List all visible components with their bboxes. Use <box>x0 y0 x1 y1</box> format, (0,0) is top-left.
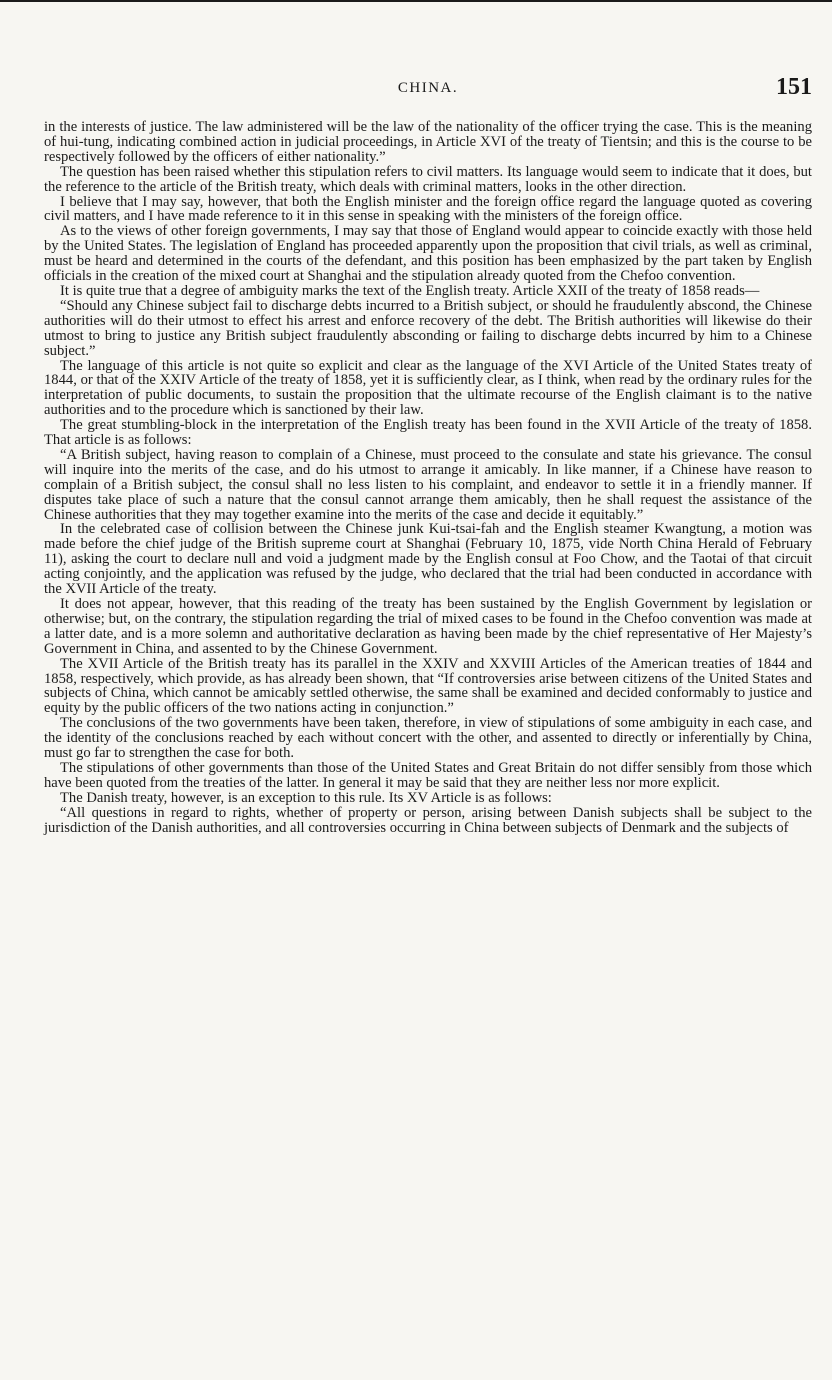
paragraph: in the interests of justice. The law administered will be the law of the nationality of the officer trying the case. This is the meaning of hui-tung, indicating combined action in judicial proceedings, in Article XVI of the treaty of Tientsin; and this is the course to be respectively followed by the officers of either nationality.” <box>44 119 812 165</box>
paragraph: It is quite true that a degree of ambiguity marks the text of the English treaty. Article XXII of the treaty of 1858 reads— <box>60 282 760 299</box>
running-title: CHINA. <box>397 80 459 96</box>
paragraph: The great stumbling-block in the interpretation of the English treaty has been found in the XVII Article of the treaty of 1858. That article is as follows: <box>44 417 812 449</box>
body-text <box>44 120 812 836</box>
paragraph: The question has been raised whether this stipulation refers to civil matters. Its language would seem to indicate that it does, but the reference to the article of the British treaty, which deals with criminal matters, looks in the other direction. <box>44 163 812 195</box>
paragraph: “Should any Chinese subject fail to discharge debts incurred to a British subject, or should he fraudulently abscond, the Chinese authorities will do their utmost to effect his arrest and enforce recovery of the debt. The British authorities will likewise do their utmost to bring to justice any British subject fraudulently absconding or failing to discharge debts incurred by him to a Chinese subject.” <box>44 297 812 359</box>
paragraph: “All questions in regard to rights, whether of property or person, arising between Danish subjects shall be subject to the jurisdiction of the Danish authorities, and all controversies occurring in China between subjects of Denmark and the subjects of <box>44 804 812 836</box>
paragraph: I believe that I may say, however, that both the English minister and the foreign office regard the language quoted as covering civil matters, and I have made reference to it in this sense in speaking with the ministers of the foreign office. <box>44 193 812 225</box>
paragraph: As to the views of other foreign governments, I may say that those of England would appear to coincide exactly with those held by the United States. The legislation of England has proceeded apparently upon the proposition that civil trials, as well as criminal, must be heard and determined in the courts of the defendant, and this position has been emphasized by the part taken by English officials in the creation of the mixed court at Shanghai and the stipulation already quoted from the Chefoo convention. <box>44 223 812 285</box>
paragraph: The stipulations of other governments than those of the United States and Great Britain do not differ sensibly from those which have been quoted from the treaties of the latter. In general it may be said that they are neither less nor more explicit. <box>44 759 812 791</box>
paragraph: The Danish treaty, however, is an exception to this rule. Its XV Article is as follows: <box>60 789 552 806</box>
paragraph: It does not appear, however, that this reading of the treaty has been sustained by the English Government by legislation or otherwise; but, on the contrary, the stipulation regarding the trial of mixed cases to be found in the Chefoo convention was made at a latter date, and is a more solemn and authoritative declaration as having been made by the chief representative of Her Majesty’s Government in China, and assented to by the Chinese Government. <box>44 596 812 657</box>
top-edge-rule <box>0 0 832 2</box>
paragraph: The language of this article is not quite so explicit and clear as the language of the XVI Article of the United States treaty of 1844, or that of the XXIV Article of the treaty of 1858, yet it is sufficiently clear, as I think, when read by the ordinary rules for the interpretation of public documents, to sustain the proposition that the ultimate recourse of the English claimant is to the native authorities and to the procedure which is sanctioned by their law. <box>44 357 812 419</box>
paragraph: “A British subject, having reason to complain of a Chinese, must proceed to the consulate and state his grievance. The consul will inquire into the merits of the case, and do his utmost to arrange it amicably. In like manner, if a Chinese have reason to complain of a British subject, the consul shall no less listen to his complaint, and endeavor to settle it in a friendly manner. If disputes take place of such a nature that the consul cannot arrange them amicably, then he shall request the assistance of the Chinese authorities that they may together examine into the merits of the case and decide it equitably.” <box>44 446 812 523</box>
document-page <box>44 70 812 836</box>
paragraph: The XVII Article of the British treaty has its parallel in the XXIV and XXVIII Articles of the American treaties of 1844 and 1858, respectively, which provide, as has already been shown, that “If controversies arise between citizens of the United States and subjects of China, which cannot be amicably settled otherwise, the same shall be examined and decided conformably to justice and equity by the public officers of the two nations acting in conjunction.” <box>44 655 812 717</box>
paragraph: In the celebrated case of collision between the Chinese junk Kui-tsai-fah and the English steamer Kwangtung, a motion was made before the chief judge of the British supreme court at Shanghai (February 10, 1875, vide North China Herald of February 11), asking the court to declare null and void a judgment made by the English consul at Foo Chow, and the Taotai of that circuit acting conjointly, and the application was refused by the judge, who declared that the trial had been conducted in accordance with the XVII Article of the treaty. <box>44 521 812 598</box>
paragraph: The conclusions of the two governments have been taken, therefore, in view of stipulations of some ambiguity in each case, and the identity of the conclusions reached by each without concert with the other, and assented to directly or inferentially by China, must go far to strengthen the case for both. <box>44 715 812 762</box>
running-head <box>44 70 812 100</box>
page-number: 151 <box>776 74 812 100</box>
